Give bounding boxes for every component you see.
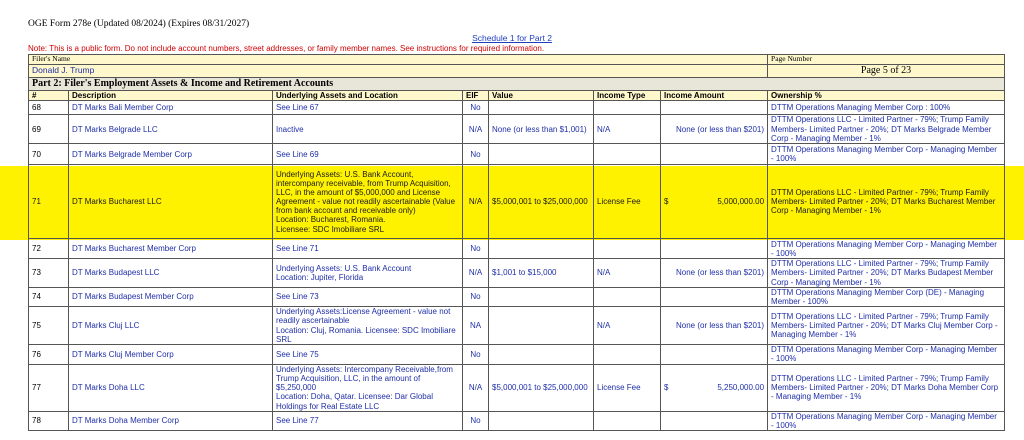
row-value: None (or less than $1,001) (489, 115, 594, 144)
page-number: Page 5 of 23 (768, 65, 1005, 78)
row-eif: No (463, 287, 489, 306)
row-underlying-assets: Underlying Assets: U.S. Bank Account Location: Jupiter, Florida (273, 259, 463, 288)
table-row (29, 364, 1005, 411)
table-row (29, 115, 1005, 144)
page-number-label: Page Number (768, 55, 1005, 65)
row-underlying-assets: See Line 71 (273, 239, 463, 259)
row-value (489, 239, 594, 259)
row-income-amount-value: None (or less than $201) (675, 268, 765, 278)
row-eif: No (463, 411, 489, 430)
row-eif: N/A (463, 364, 489, 411)
row-income-type: License Fee (594, 364, 661, 411)
row-ownership: DTTM Operations Managing Member Corp : 100% (768, 101, 1005, 115)
row-ownership: DTTM Operations Managing Member Corp - Managing Member - 100% (768, 144, 1005, 165)
column-header-row (29, 91, 1005, 101)
filer-name: Donald J. Trump (29, 65, 768, 78)
row-description: DT Marks Bali Member Corp (69, 101, 273, 115)
row-income-amount (661, 165, 768, 239)
row-income-amount (661, 344, 768, 364)
row-value: $1,001 to $15,000 (489, 259, 594, 288)
row-number: 71 (29, 165, 69, 239)
row-income-amount (661, 115, 768, 144)
table-row (29, 144, 1005, 165)
row-number: 70 (29, 144, 69, 165)
row-income-amount (661, 239, 768, 259)
table-row (29, 101, 1005, 115)
row-ownership: DTTM Operations Managing Member Corp (DE) - Managing Member - 100% (768, 287, 1005, 306)
row-eif: No (463, 101, 489, 115)
row-income-amount (661, 287, 768, 306)
col-header-underlying: Underlying Assets and Location (273, 91, 463, 101)
row-underlying-assets: See Line 77 (273, 411, 463, 430)
row-underlying-assets: Underlying Assets:License Agreement - value not readily ascertainable Location: Cluj, Romania. Licensee: SDC Imobiliare SRL (273, 307, 463, 345)
row-number: 77 (29, 364, 69, 411)
row-income-amount (661, 364, 768, 411)
form-title: OGE Form 278e (Updated 08/2024) (Expires 08/31/2027) (28, 19, 250, 29)
row-income-amount-value: 5,000,000.00 (717, 197, 765, 207)
row-description: DT Marks Budapest LLC (69, 259, 273, 288)
row-income-type (594, 344, 661, 364)
row-income-amount-value: 5,250,000.00 (717, 383, 765, 393)
row-value (489, 101, 594, 115)
row-income-type: N/A (594, 307, 661, 345)
table-row (29, 344, 1005, 364)
row-income-type: License Fee (594, 165, 661, 239)
row-number: 68 (29, 101, 69, 115)
table-row (29, 259, 1005, 288)
row-ownership: DTTM Operations LLC - Limited Partner - 79%; Trump Family Members- Limited Partner - 20%; DT Marks Doha Member Corp - Managing Member - 1% (768, 364, 1005, 411)
row-underlying-assets: See Line 67 (273, 101, 463, 115)
row-description: DT Marks Belgrade Member Corp (69, 144, 273, 165)
col-header-value: Value (489, 91, 594, 101)
row-ownership: DTTM Operations LLC - Limited Partner - 79%; Trump Family Members- Limited Partner - 20%; DT Marks Budapest Member Corp - Managing Member - 1% (768, 259, 1005, 288)
row-eif: No (463, 344, 489, 364)
row-eif: N/A (463, 259, 489, 288)
public-form-note: Note: This is a public form. Do not include account numbers, street addresses, or family member names. See instructions for required information. (28, 44, 545, 53)
row-number: 69 (29, 115, 69, 144)
table-row (29, 287, 1005, 306)
row-description: DT Marks Belgrade LLC (69, 115, 273, 144)
col-header-num: # (29, 91, 69, 101)
row-income-amount (661, 411, 768, 430)
row-description: DT Marks Cluj LLC (69, 307, 273, 345)
row-income-amount (661, 144, 768, 165)
row-value: $5,000,001 to $25,000,000 (489, 364, 594, 411)
row-underlying-assets: See Line 69 (273, 144, 463, 165)
part-title: Part 2: Filer's Employment Assets & Income and Retirement Accounts (29, 78, 1005, 91)
row-income-currency: $ (664, 197, 669, 207)
row-eif: No (463, 239, 489, 259)
row-income-type: N/A (594, 115, 661, 144)
row-underlying-assets: Underlying Assets: Intercompany Receivable,from Trump Acquisition, LLC, in the amount of $5,250,000 Location: Doha, Qatar. Licensee: Dar Global Holdings for Real Estate LLC (273, 364, 463, 411)
row-income-type: N/A (594, 259, 661, 288)
table-row (29, 307, 1005, 345)
row-description: DT Marks Budapest Member Corp (69, 287, 273, 306)
row-ownership: DTTM Operations LLC - Limited Partner - 79%; Trump Family Members- Limited Partner - 20%; DT Marks Cluj Member Corp - Managing Member - 1% (768, 307, 1005, 345)
row-description: DT Marks Doha LLC (69, 364, 273, 411)
schedule-link[interactable]: Schedule 1 for Part 2 (472, 33, 552, 43)
row-value (489, 411, 594, 430)
row-ownership: DTTM Operations LLC - Limited Partner - 79%; Trump Family Members- Limited Partner - 20%; DT Marks Bucharest Member Corp - Managing Member - 1% (768, 165, 1005, 239)
row-underlying-assets: See Line 73 (273, 287, 463, 306)
assets-table (28, 54, 1005, 431)
row-description: DT Marks Cluj Member Corp (69, 344, 273, 364)
row-number: 73 (29, 259, 69, 288)
row-underlying-assets: Inactive (273, 115, 463, 144)
col-header-ownership: Ownership % (768, 91, 1005, 101)
row-income-amount (661, 307, 768, 345)
row-number: 76 (29, 344, 69, 364)
row-underlying-assets: Underlying Assets: U.S. Bank Account, intercompany receivable, from Trump Acquisition, LLC, in the amount of $5,000,000 and License Agreement - value not readily ascertainable (Value from bank account and receivable only) Location: Bucharest, Romania. Licensee: SDC Imobiliare SRL (273, 165, 463, 239)
row-income-type (594, 411, 661, 430)
col-header-income-type: Income Type (594, 91, 661, 101)
row-ownership: DTTM Operations Managing Member Corp - Managing Member - 100% (768, 344, 1005, 364)
row-description: DT Marks Bucharest Member Corp (69, 239, 273, 259)
col-header-eif: EIF (463, 91, 489, 101)
row-value: $5,000,001 to $25,000,000 (489, 165, 594, 239)
row-underlying-assets: See Line 75 (273, 344, 463, 364)
row-eif: N/A (463, 165, 489, 239)
col-header-income-amount: Income Amount (661, 91, 768, 101)
row-value (489, 344, 594, 364)
row-number: 72 (29, 239, 69, 259)
row-income-currency: $ (664, 383, 669, 393)
row-income-type (594, 239, 661, 259)
row-income-type (594, 144, 661, 165)
row-value (489, 307, 594, 345)
table-row (29, 165, 1005, 239)
row-number: 78 (29, 411, 69, 430)
row-number: 74 (29, 287, 69, 306)
row-number: 75 (29, 307, 69, 345)
table-row (29, 411, 1005, 430)
row-description: DT Marks Bucharest LLC (69, 165, 273, 239)
row-income-type (594, 287, 661, 306)
row-income-amount (661, 101, 768, 115)
col-header-description: Description (69, 91, 273, 101)
row-eif: N/A (463, 115, 489, 144)
row-value (489, 287, 594, 306)
row-ownership: DTTM Operations Managing Member Corp - Managing Member - 100% (768, 411, 1005, 430)
table-row (29, 239, 1005, 259)
row-income-type (594, 101, 661, 115)
row-eif: No (463, 144, 489, 165)
row-value (489, 144, 594, 165)
row-description: DT Marks Doha Member Corp (69, 411, 273, 430)
row-ownership: DTTM Operations Managing Member Corp - Managing Member - 100% (768, 239, 1005, 259)
row-ownership: DTTM Operations LLC - Limited Partner - 79%; Trump Family Members- Limited Partner - 20%; DT Marks Belgrade Member Corp - Managing Member - 1% (768, 115, 1005, 144)
row-income-amount-value: None (or less than $201) (675, 124, 765, 134)
row-income-amount (661, 259, 768, 288)
filer-name-label: Filer's Name (29, 55, 768, 65)
row-income-amount-value: None (or less than $201) (675, 320, 765, 330)
row-eif: NA (463, 307, 489, 345)
